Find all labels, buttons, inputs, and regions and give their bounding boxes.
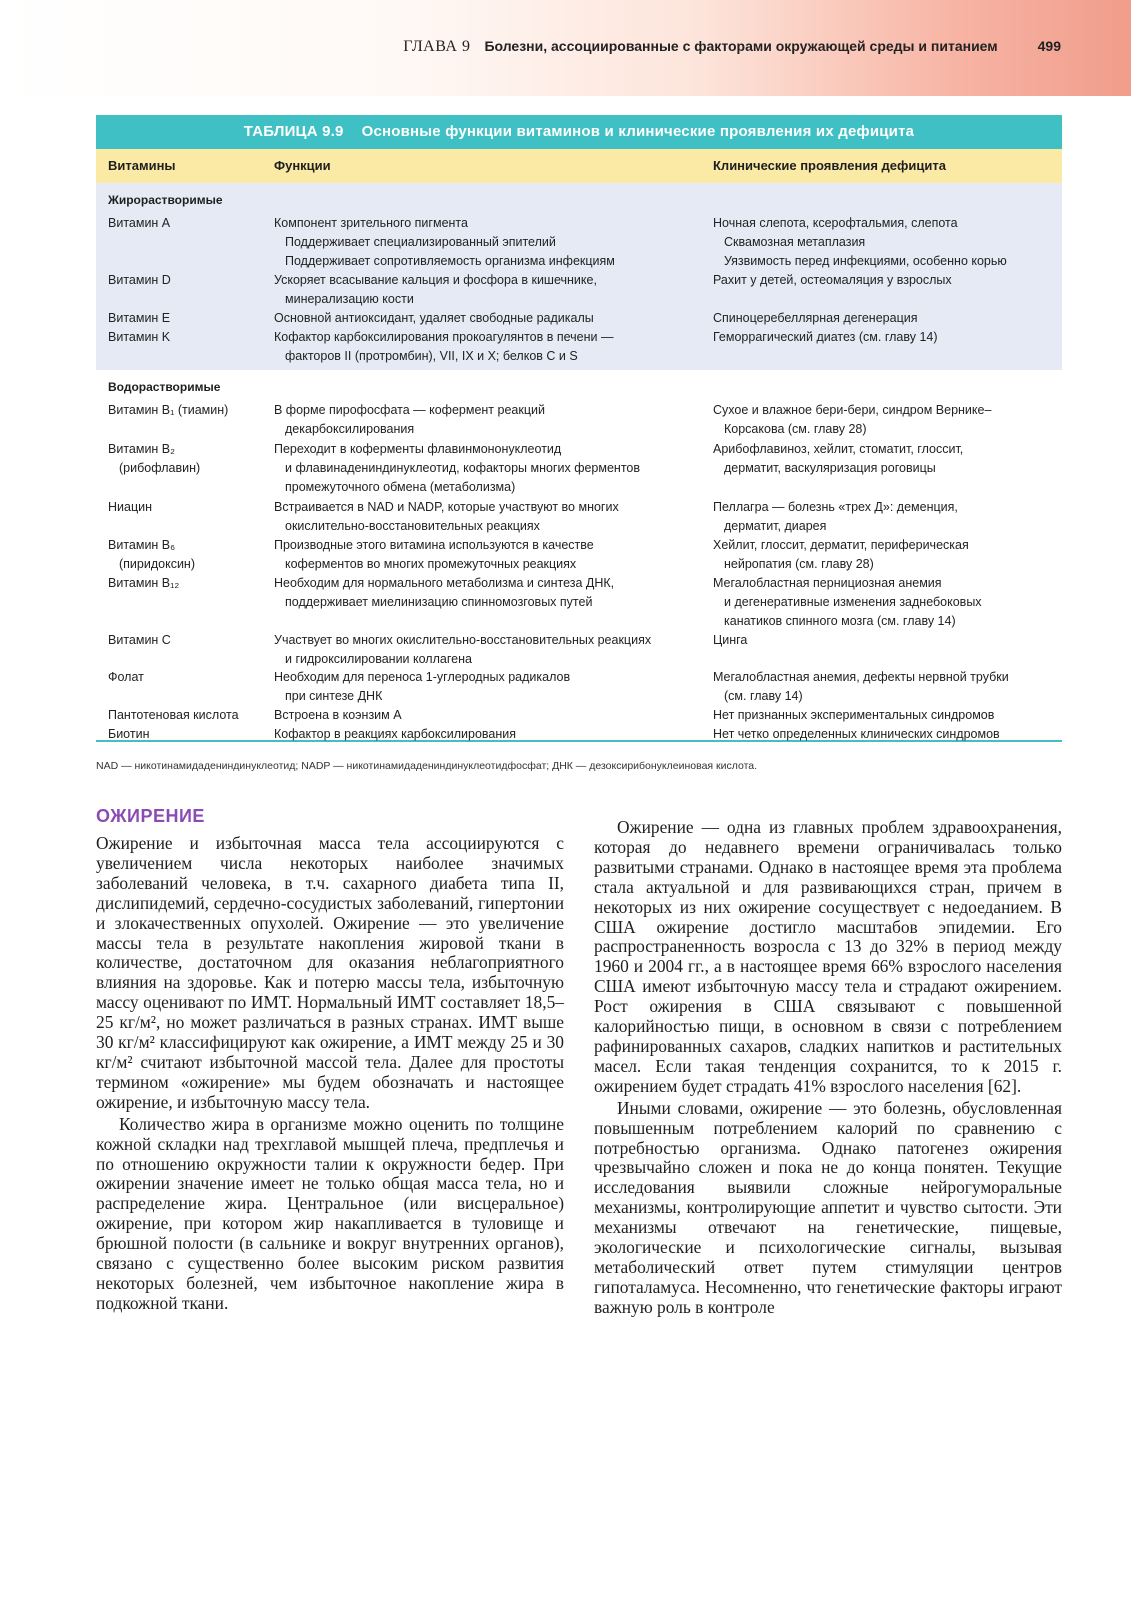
cell-line: Сухое и влажное бери-бери, синдром Вернике– (713, 403, 992, 417)
table-footnote: NAD — никотинамидадениндинуклеотид; NADP — никотинамидадениндинуклеотидфосфат; ДНК — дезоксирибонуклеиновая кислота. (96, 760, 758, 772)
cell-line: Поддерживает специализированный эпителий (285, 235, 556, 249)
cell-line: декарбоксилирования (285, 422, 415, 436)
vitamin-name (108, 440, 268, 478)
deficiency-text (713, 668, 1058, 706)
deficiency-text (713, 631, 1058, 650)
running-head (0, 38, 1061, 62)
cell-line: Рахит у детей, остеомаляция у взрослых (713, 273, 952, 287)
cell-line: Витамин B₁ (тиамин) (108, 403, 229, 417)
table-title: Основные функции витаминов и клинические проявления их дефицита (361, 123, 915, 140)
cell-line: коферментов во многих промежуточных реакциях (285, 557, 577, 571)
cell-line: Спиноцеребеллярная дегенерация (713, 311, 918, 325)
water-soluble-section (96, 370, 1062, 742)
function-text (274, 214, 704, 271)
deficiency-text (713, 214, 1058, 271)
cell-line: Мегалобластная пернициозная анемия (713, 576, 942, 590)
cell-line: Нет признанных экспериментальных синдромов (713, 708, 995, 722)
chapter-label: ГЛАВА 9 (403, 38, 471, 55)
cell-line: промежуточного обмена (метаболизма) (285, 480, 516, 494)
cell-line: и флавинадениндинуклеотид, кофакторы многих ферментов (285, 461, 641, 475)
cell-line: Уязвимость перед инфекциями, особенно корью (724, 254, 1007, 268)
vitamin-name (108, 214, 268, 233)
cell-line: факторов II (протромбин), VII, IX и X; белков C и S (285, 349, 578, 363)
cell-line: Пеллагра — болезнь «трех Д»: деменция, (713, 500, 958, 514)
deficiency-text (713, 271, 1058, 290)
vitamin-name (108, 574, 268, 593)
cell-line: (см. главу 14) (724, 689, 803, 703)
function-text (274, 668, 704, 706)
paragraph: Количество жира в организме можно оценить по толщине кожной складки над трехглавой мышцей плеча, предплечья и по отношению окружности талии к окружности бедер. При ожирении значение имеет не только общая масса тела, но и распределение жира. Центральное (или висцеральное) ожирение, при котором жир накапливается в туловище и брюшной полости (в сальнике и вокруг внутренних органов), связано с существенно более высоким риском развития некоторых болезней, чем избыточное накопление жира в подкожной ткани. (96, 1113, 564, 1313)
column-header-vitamins: Витамины (108, 158, 176, 173)
cell-line: Витамин B₂ (108, 442, 175, 456)
cell-line: (пиридоксин) (119, 557, 196, 571)
cell-line: Витамин B₆ (108, 538, 176, 552)
cell-line: Геморрагический диатез (см. главу 14) (713, 330, 938, 344)
column-header-functions: Функции (274, 158, 331, 173)
page-number: 499 (1037, 38, 1061, 54)
cell-line: нейропатия (см. главу 28) (724, 557, 874, 571)
cell-line: и гидроксилировании коллагена (285, 652, 472, 666)
table-number: ТАБЛИЦА 9.9 (243, 123, 344, 140)
fat-soluble-section (96, 183, 1062, 370)
function-text (274, 725, 704, 744)
cell-line: Мегалобластная анемия, дефекты нервной трубки (713, 670, 1009, 684)
deficiency-text (713, 725, 1058, 744)
function-text (274, 498, 704, 536)
vitamin-name (108, 706, 268, 725)
deficiency-text (713, 401, 1058, 439)
cell-line: Витамин B₁₂ (108, 576, 180, 590)
cell-line: Встроена в коэнзим A (274, 708, 402, 722)
paragraph: Ожирение и избыточная масса тела ассоциируются с увеличением числа некоторых наиболее значимых заболеваний человека, в т.ч. сахарного диабета типа II, дислипидемий, сердечно-сосудистых заболеваний, гипертонии и злокачественных опухолей. Ожирение — это увеличение массы тела в результате накопления жировой ткани в количестве, достаточном для оказания неблагоприятного влияния на здоровье. Как и потерю массы тела, избыточную массу оценивают по ИМТ. Нормальный ИМТ составляет 18,5–25 кг/м², но может различаться в разных странах. ИМТ выше 30 кг/м² классифицируют как ожирение, а ИМТ между 25 и 30 кг/м² считают избыточной массой тела. Далее для простоты термином «ожирение» мы будем обозначать и настоящее ожирение, и избыточную массу тела. (96, 833, 564, 1112)
cell-line: Хейлит, глоссит, дерматит, периферическая (713, 538, 969, 552)
section-label-fat-soluble: Жирорастворимые (108, 193, 223, 207)
deficiency-text (713, 440, 1058, 478)
cell-line: при синтезе ДНК (285, 689, 383, 703)
cell-line: Витамин K (108, 330, 171, 344)
cell-line: Корсакова (см. главу 28) (724, 422, 867, 436)
cell-line: Ночная слепота, ксерофтальмия, слепота (713, 216, 958, 230)
cell-line: поддерживает миелинизацию спинномозговых путей (285, 595, 593, 609)
deficiency-text (713, 328, 1058, 347)
cell-line: Витамин E (108, 311, 171, 325)
function-text (274, 328, 704, 366)
cell-line: и дегенеративные изменения заднебоковых (724, 595, 982, 609)
cell-line: Цинга (713, 633, 748, 647)
cell-line: Кофактор карбоксилирования прокоагулянтов в печени — (274, 330, 614, 344)
deficiency-text (713, 536, 1058, 574)
cell-line: Сквамозная метаплазия (724, 235, 866, 249)
deficiency-text (713, 498, 1058, 536)
cell-line: Необходим для переноса 1-углеродных радикалов (274, 670, 571, 684)
vitamin-name (108, 725, 268, 744)
cell-line: Участвует во многих окислительно-восстановительных реакциях (274, 633, 652, 647)
cell-line: канатиков спинного мозга (см. главу 14) (724, 614, 956, 628)
cell-line: окислительно-восстановительных реакциях (285, 519, 540, 533)
cell-line: Встраивается в NAD и NADP, которые участвуют во многих (274, 500, 619, 514)
column-header-deficiency: Клинические проявления дефицита (713, 158, 946, 173)
deficiency-text (713, 309, 1058, 328)
function-text (274, 574, 704, 612)
vitamin-name (108, 668, 268, 687)
function-text (274, 309, 704, 328)
cell-line: Арибофлавиноз, хейлит, стоматит, глоссит, (713, 442, 964, 456)
function-text (274, 440, 704, 497)
cell-line: дерматит, васкуляризация роговицы (724, 461, 936, 475)
cell-line: Витамин C (108, 633, 171, 647)
paragraph: Ожирение — одна из главных проблем здравоохранения, которая до недавнего времени ограничивалась только развитыми странами. Однако в настоящее время эта проблема стала актуальной и для развивающихся стран, причем в некоторых из них ожирение сосуществует с недоеданием. В США ожирение достигло масштабов эпидемии. Его распространенность возросла с 13 до 32% в период между 1960 и 2004 гг., а в настоящее время 66% взрослого населения США имеют избыточную массу тела и страдают ожирением. Рост ожирения в США связывают с повышенной калорийностью пищи, в основном в связи с потреблением рафинированных сахаров, сладких напитков и растительных масел. Если такая тенденция сохранится, то к 2015 г. ожирением будет страдать 41% взрослого населения [62]. (594, 817, 1062, 1096)
vitamin-name (108, 401, 268, 420)
cell-line: Ускоряет всасывание кальция и фосфора в кишечнике, (274, 273, 597, 287)
right-text-column (594, 818, 1062, 1318)
cell-line: Биотин (108, 727, 150, 741)
cell-line: Основной антиоксидант, удаляет свободные радикалы (274, 311, 594, 325)
cell-line: Витамин A (108, 216, 171, 230)
cell-line: Фолат (108, 670, 144, 684)
cell-line: Витамин D (108, 273, 171, 287)
cell-line: Пантотеновая кислота (108, 708, 239, 722)
vitamin-name (108, 536, 268, 574)
section-label-water-soluble: Водорастворимые (108, 380, 221, 394)
paragraph: Иными словами, ожирение — это болезнь, обусловленная повышенным потреблением калорий по сравнению с потребностью организма. Однако патогенез ожирения чрезвычайно сложен и пока не до конца понятен. Текущие исследования выявили сложные нейрогуморальные механизмы, контролирующие аппетит и чувство сытости. Эти механизмы отвечают на генетические, пищевые, экологические и психологические сигналы, вызывая метаболический ответ путем стимуляции центров гипоталамуса. Несомненно, что генетические факторы играют важную роль в контроле (594, 1097, 1062, 1317)
function-text (274, 706, 704, 725)
vitamin-name (108, 631, 268, 650)
section-heading: ОЖИРЕНИЕ (96, 806, 205, 826)
left-text-column (96, 834, 564, 1314)
cell-line: Нет четко определенных клинических синдромов (713, 727, 1000, 741)
function-text (274, 401, 704, 439)
deficiency-text (713, 706, 1058, 725)
cell-line: Переходит в коферменты флавинмононуклеотид (274, 442, 562, 456)
vitamin-name (108, 328, 268, 347)
function-text (274, 631, 704, 669)
table-title-bar (96, 115, 1062, 149)
chapter-title: Болезни, ассоциированные с факторами окружающей среды и питанием (484, 38, 998, 54)
cell-line: Кофактор в реакциях карбоксилирования (274, 727, 516, 741)
vitamin-name (108, 309, 268, 328)
function-text (274, 536, 704, 574)
cell-line: Компонент зрительного пигмента (274, 216, 468, 230)
cell-line: В форме пирофосфата — кофермент реакций (274, 403, 545, 417)
table-header-row (96, 149, 1062, 183)
cell-line: Ниацин (108, 500, 153, 514)
vitamin-name (108, 271, 268, 290)
cell-line: (рибофлавин) (119, 461, 201, 475)
cell-line: минерализацию кости (285, 292, 414, 306)
function-text (274, 271, 704, 309)
cell-line: дерматит, диарея (724, 519, 827, 533)
cell-line: Поддерживает сопротивляемость организма инфекциям (285, 254, 615, 268)
deficiency-text (713, 574, 1058, 631)
vitamin-name (108, 498, 268, 517)
cell-line: Производные этого витамина используются в качестве (274, 538, 594, 552)
vitamins-table (96, 115, 1062, 742)
cell-line: Необходим для нормального метаболизма и синтеза ДНК, (274, 576, 615, 590)
